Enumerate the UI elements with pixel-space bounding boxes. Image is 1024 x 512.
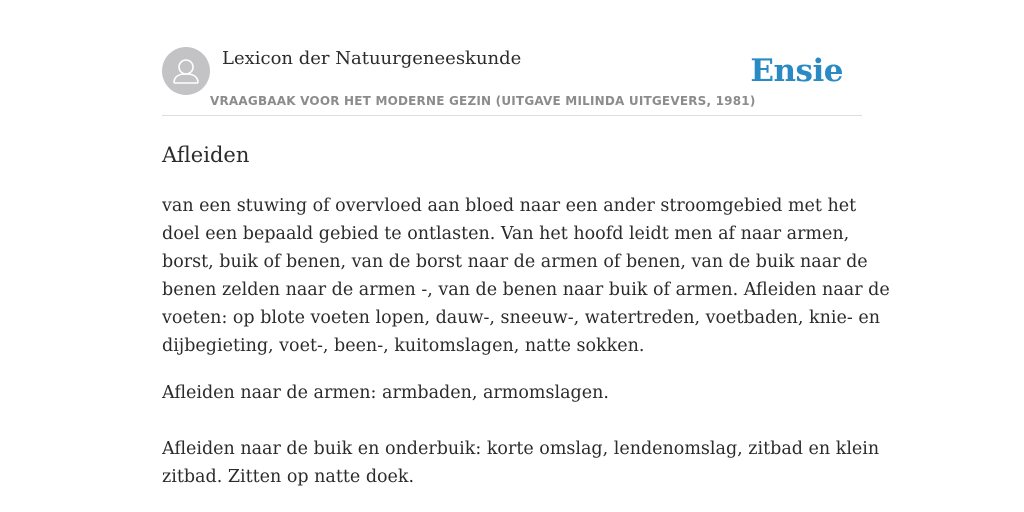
text-line: dijbegieting, voet-, been-, kuitomslagen, natte sokken.: [162, 336, 645, 356]
entry-title: Afleiden: [162, 143, 250, 167]
source-name[interactable]: Lexicon der Natuurgeneeskunde: [222, 48, 522, 69]
paragraph-2: [162, 379, 862, 407]
ensie-logo[interactable]: Ensie: [750, 53, 843, 89]
text-line: borst, buik of benen, van de borst naar de armen of benen, van de buik naar de: [162, 252, 868, 272]
text-line: zitbad. Zitten op natte doek.: [162, 467, 415, 487]
page-header: [162, 47, 862, 116]
user-silhouette-icon: [162, 47, 210, 95]
entry-content: [162, 192, 890, 491]
text-line: benen zelden naar de armen -, van de benen naar buik of armen. Afleiden naar de: [162, 280, 890, 300]
text-line: doel een bepaald gebied te ontlasten. Van het hoofd leidt men af naar armen,: [162, 224, 850, 244]
paragraph-1: [162, 192, 890, 360]
source-avatar[interactable]: [162, 47, 210, 95]
text-line: voeten: op blote voeten lopen, dauw-, sneeuw-, watertreden, voetbaden, knie- en: [162, 308, 880, 328]
text-line: Afleiden naar de armen: armbaden, armomslagen.: [162, 383, 609, 403]
source-subtitle: VRAAGBAAK VOOR HET MODERNE GEZIN (UITGAVE MILINDA UITGEVERS, 1981): [210, 94, 756, 108]
paragraph-3: [162, 435, 880, 491]
text-line: Afleiden naar de buik en onderbuik: korte omslag, lendenomslag, zitbad en klein: [162, 439, 880, 459]
text-line: van een stuwing of overvloed aan bloed naar een ander stroomgebied met het: [162, 196, 857, 216]
